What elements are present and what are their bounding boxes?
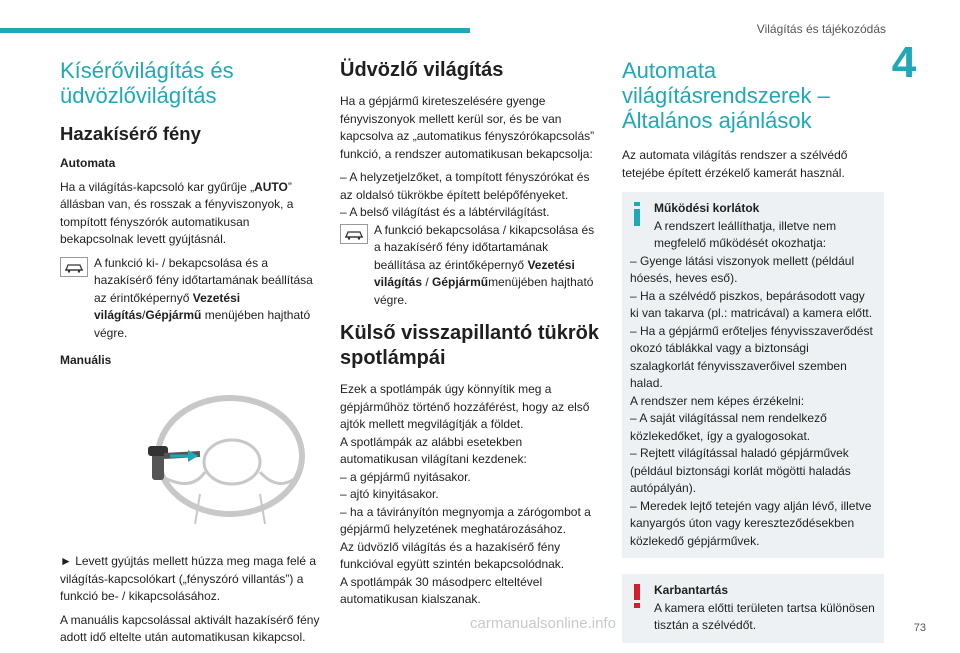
note-welcome-light: A funkció bekapcsolása / kikapcsolása és a hazakísérő fény időtartamának beállítása az érintőképernyő Vezetési világítás / Gépjárműmenüjében hajtható végre. (340, 222, 602, 310)
column-middle (340, 54, 602, 609)
note-home-light: A funkció ki- / bekapcsolása és a hazakísérő fény időtartamának beállítása az érintőképernyő Vezetési világítás/Gépjármű menüjében hajtható végre. (60, 255, 322, 343)
chapter-title: Világítás és tájékozódás (756, 22, 886, 36)
car-icon (340, 224, 368, 244)
info-box-title: Működési korlátok (654, 201, 760, 215)
page-number: 73 (913, 622, 926, 634)
mirror-item-3: – ha a távirányítón megnyomja a zárógombot a gépjármű helyzetének meghatározásához. (340, 504, 591, 536)
label-automatic: Automata (60, 156, 116, 170)
section-title-auto-lighting: Automata világításrendszerek – Általános ajánlások (622, 58, 830, 133)
mirror-paragraph-4: A spotlámpák 30 másodperc elteltével automatikusan kialszanak. (340, 574, 543, 606)
header-accent-bar (0, 28, 470, 33)
mirror-item-1: – a gépjármű nyitásakor. (340, 469, 471, 484)
section-title-lighting: Kísérővilágítás és üdvözlővilágítás (60, 58, 234, 108)
info-line-1: A rendszert leállíthatja, illetve nem megfelelő működését okozhatja: (654, 218, 837, 250)
heading-mirror-spotlights: Külső visszapillantó tükrök spotlámpái (340, 322, 599, 369)
label-manual: Manuális (60, 353, 112, 367)
mirror-paragraph-3: Az üdvözlő világítás és a hazakísérő fény funkcióval együtt szintén bekapcsolódnak. (340, 539, 565, 571)
info-box-limits (622, 192, 884, 558)
warning-box-maintenance (622, 574, 884, 643)
info-item-2: – Ha a szélvédő piszkos, bepárásodott vagy ki van takarva (pl.: matricával) a kamera előtt. (630, 288, 873, 320)
info-item-5: – Rejtett világítással haladó gépjárművek (például biztonsági korlát mögötti haladás autópályán). (630, 446, 851, 495)
manual-paragraph-1: ► Levett gyújtás mellett húzza meg maga felé a világítás-kapcsolókart („fényszóró villantás”) a funkció be- / kikapcsolásához. (60, 554, 317, 603)
info-item-3: – Ha a gépjármű erőteljes fényvisszaverődést okozó táblákkal vagy a biztonsági szalagkorlát fényvisszaverőivel szemben halad. (630, 323, 873, 390)
exclamation-icon (634, 584, 640, 608)
info-item-6: – Meredek lejtő tetején vagy alján lévő, illetve kanyargós úton vagy kereszteződésekben közlekedő gépjárművek. (630, 498, 872, 548)
auto-paragraph: Ha a világítás-kapcsoló kar gyűrűje „AUTO” állásban van, és rosszak a fényviszonyok, a tompított fényszórók automatikusan bekapcsolnak levett gyújtásnál. (60, 179, 294, 246)
manual-paragraph-2: A manuális kapcsolással aktivált hazakísérő fény adott idő eltelte után automatikusan kikapcsol. (60, 612, 320, 644)
heading-welcome-light: Üdvözlő világítás (340, 59, 504, 81)
column-right (622, 54, 884, 653)
info-line-2: A rendszer nem képes érzékelni: (630, 393, 805, 408)
steering-wheel-illustration (60, 384, 320, 534)
info-item-4: – A saját világítással nem rendelkező közlekedőket, így a gyalogosokat. (630, 411, 827, 443)
info-item-1: – Gyenge látási viszonyok mellett (például hóesés, heves eső). (630, 253, 855, 285)
warning-text: A kamera előtti területen tartsa különösen tisztán a szélvédőt. (654, 600, 875, 632)
welcome-item-2: – A belső világítást és a lábtérvilágítást. (340, 205, 550, 219)
watermark: carmanualsonline.info (470, 615, 616, 632)
mirror-item-2: – ajtó kinyitásakor. (340, 487, 439, 501)
chapter-number: 4 (882, 40, 926, 86)
car-icon (60, 257, 88, 277)
heading-home-light: Hazakísérő fény (60, 123, 201, 144)
info-icon (634, 202, 640, 226)
warning-box-title: Karbantartás (654, 583, 729, 597)
welcome-item-1: – A helyzetjelzőket, a tompított fényszórókat és az oldalsó tükrökbe épített belépőfényeket. (340, 170, 590, 202)
column-left (60, 54, 322, 653)
welcome-paragraph: Ha a gépjármű kireteszelésére gyenge fényviszonyok mellett kerül sor, és be van kapcsolva az „automatikus fényszórókapcsolás” funkció, a rendszer automatikusan bekapcsolja: (340, 94, 595, 161)
mirror-paragraph-2: A spotlámpák az alábbi esetekben automatikusan világítani kezdenek: (340, 434, 527, 466)
mirror-paragraph-1: Ezek a spotlámpák úgy könnyítik meg a gépjárműhöz történő hozzáférést, hogy az első ajtók mellett megvilágítják a földet. (340, 382, 590, 431)
auto-lighting-intro: Az automata világítás rendszer a szélvédő tetejébe épített érzékelő kamerát használ. (622, 148, 848, 180)
